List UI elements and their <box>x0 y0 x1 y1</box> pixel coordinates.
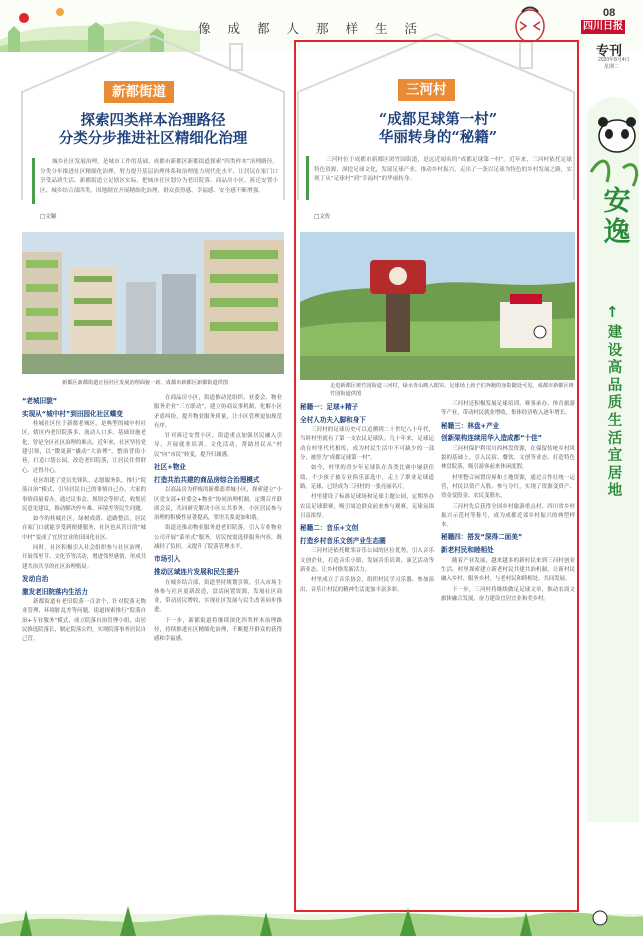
paragraph: 三河村还依托毗邻音乐公园的区位优势，引入音乐文创企业，打造音乐小镇，发展音乐培训、演艺活动等新业态，让乡村焕发新活力。 <box>300 548 434 573</box>
paragraph: 如今的桂城社区，绿树成荫、道路整洁，居民在家门口就能享受到便捷服务，社区也从昔日的“城中村”变成了宜居宜业的田园化社区。 <box>22 516 146 541</box>
subheading: 激发老旧院落内生活力 <box>22 587 88 596</box>
right-lede: 三河村位于成都市新都区斑竹园街道，是远近闻名的“成都足球第一村”。近年来，三河村依托足球特色资源，深挖足球文化，发展足球产业，推动乡村振兴，走出了一条以足球为特色的乡村发展之路，实现了从“足球村”到“幸福村”的华丽转身。 <box>314 157 572 182</box>
left-byline: □文颖 <box>40 214 57 220</box>
paragraph: 三河村的足球历史可以追溯到二十世纪八十年代，当时村里就有了第一支农民足球队。几十年来，足球运动在村里代代相传，成为村民生活中不可缺少的一部分，被誉为“成都足球第一村”。 <box>300 427 434 462</box>
paragraph: 社区组建了党员先锋队、志愿服务队，推行“院落自治”模式，引导居民自己的事情自己办、大家的事情商量着办。通过议事会、坝坝会等形式，收集居民意见建议，推动解决停车难、环境差等民生问题。 <box>22 477 146 512</box>
left-photo-caption: 新都区新都街道正因社区发展治理面貌一新。成都市新都区新都街道供图 <box>62 380 229 386</box>
left-headline-line1: 探索四类样本治理路径 <box>80 112 226 129</box>
paragraph: 以商品房为样板的新都翡翠城小区，探索建立“小区党支部+业委会+物业”协同治理机制，定期召开联席会议，共同研究解决小区公共事务。小区居民参与治理的积极性显著提高，邻里关系更加和谐。 <box>154 487 282 522</box>
subheading: 发动自治 <box>22 574 49 583</box>
subheading: 秘籍四：搭发“深得二面美” <box>441 533 523 542</box>
paragraph: 如今，村里的青少年足球队在各类比赛中屡获佳绩，不少孩子被专业俱乐部选中，走上了职业足球道路。足球，已经成为三河村的一张亮丽名片。 <box>300 465 434 490</box>
paragraph: 村里成立了音乐协会，组织村民学习乐器、参加演出，音乐让村民的精神生活更加丰富多彩。 <box>300 577 434 593</box>
paragraph: 在商品房小区，街道推动党组织、业委会、物业服务企业“三方联动”，建立协商议事机制，化解小区矛盾纠纷，提升物业服务质量，让小区管理更加规范有序。 <box>154 395 282 429</box>
paragraph: 村里整合闲置房屋和土地资源，通过合作社统一运营，村民以资产入股、参与分红，实现了资源变资产、资金变股金、农民变股东。 <box>441 474 575 500</box>
left-photo <box>22 232 284 374</box>
top-slogan: 像成都人那样生活 <box>198 21 435 36</box>
side-slogan: 建设高品质生活宜居地 <box>607 325 623 500</box>
subheading: 秘籍一：足球+精子 <box>300 403 359 411</box>
paragraph: 新都街道有老旧院落一百余个，针对院落无物业管理、环境脏乱差等问题，街道探索推行“院落自治+专业服务”模式，成立院落自治管理小组，由居民推选院落长，制定院落公约，实现院落事务居民自己管。 <box>22 599 146 643</box>
subheading: 打造共治共建的商品房综合治理模式 <box>154 475 260 484</box>
subheading: 打造乡村音乐文创产业生态圈 <box>300 536 386 545</box>
subheading: 新老村民和睦相处 <box>441 546 494 555</box>
right-photo <box>300 232 575 380</box>
subheading: 全村人功夫入脚和身下 <box>300 415 366 424</box>
subheading: 市场引入 <box>154 555 181 564</box>
right-byline: □文佐 <box>314 214 331 220</box>
left-story-tag: 新都街道 <box>104 81 174 103</box>
issue-date: 2020年8月4日 <box>598 57 630 63</box>
up-arrow-icon: ↑ <box>606 303 619 321</box>
right-headline-line2: 华丽转身的“秘籍” <box>378 129 498 146</box>
left-text-column-2 <box>154 394 282 894</box>
bottom-decoration <box>0 900 643 936</box>
paragraph: 同时，社区积极引入社会组织参与社区治理，开展邻里节、文化节等活动，增进邻里感情，形成共建共治共享的社区治理格局。 <box>22 545 146 570</box>
left-lede: 城乡社区发展治理，是城市工作的基础。成都市新都区新都街道探索“四类样本”治理路径，分类分步推进社区精细化治理，努力提升基层治理体系和治理能力现代化水平，让居民在家门口享受品质生活。新都街道立足辖区实际，把城市社区划分为老旧院落、商品房小区、拆迁安置小区、城乡结合部四类，因地制宜开展精细化治理，群众获得感、幸福感、安全感不断增强。 <box>40 159 278 194</box>
page-number: 08 <box>603 7 616 19</box>
paragraph: 随着产业发展，越来越多的新村民来到三河村创业生活。村里探索建立新老村民共建共治机制，让新村民融入乡村、服务乡村，与老村民和睦相处、共同发展。 <box>441 557 575 583</box>
left-headline-line2: 分类分步推进社区精细化治理 <box>58 130 248 147</box>
left-text-column-1 <box>22 394 146 894</box>
paragraph: 下一步，三河村将继续做足足球文章，推动农商文旅体融合发展，奋力建设宜居宜业和美乡村。 <box>441 586 575 602</box>
subheading: 秘籍二：音乐+文创 <box>300 524 359 533</box>
paragraph: 三河村还积极发展足球培训、赛事承办、体育旅游等产业，带动村民就业增收，集体经济收入逐年增长。 <box>441 401 575 417</box>
issue-weekday: 星期二 <box>604 64 620 70</box>
right-col2-content <box>441 400 575 604</box>
paragraph: 桂城社区位于新都老城区，是典型的城中村社区，辖区内老旧院落多、流动人口多、基础设施老化，曾是全区社区治理的难点。近年来，社区坚持党建引领，以“微更新”撬动“大治理”，整治背街小巷，打造口袋公园，改造老旧院落，让居民住得舒心、过得开心。 <box>22 421 146 474</box>
right-text-column-1 <box>300 400 434 908</box>
paragraph: 三河村先后获得全国乡村旅游重点村、四川省乡村振兴示范村等称号，成为成都近郊乡村振兴的典型样本。 <box>441 503 575 529</box>
paragraph: 三河村保护利用川西林盘资源，在保留传统乡村风貌的基础上，引入民宿、餐饮、文创等业态，打造特色林盘院落，吸引游客前来休闲度假。 <box>441 445 575 471</box>
left-col1-content <box>22 397 146 645</box>
right-lede-bar <box>306 156 309 200</box>
left-lede-bar <box>32 158 35 204</box>
paragraph: 村里建设了标准足球场和足球主题公园，定期举办农民足球联赛，吸引周边群众前来参与观赛，足球氛围日益浓厚。 <box>300 494 434 519</box>
right-photo-caption: 走进新都区斑竹园街道三河村，绿水青山映入眼帘，足球场上孩子们奔跑的身影随处可见。成都市新都区斑竹园街道供图 <box>330 383 574 397</box>
right-text-column-2 <box>441 400 575 908</box>
residential-buildings-illustration <box>22 232 284 374</box>
village-landscape-illustration <box>300 232 575 380</box>
right-story-tag: 三河村 <box>398 79 455 101</box>
left-col2-content <box>154 394 282 645</box>
paragraph: 下一步，新都街道将继续深化四类样本治理路径，持续推进社区精细化治理，不断提升群众的获得感和幸福感。 <box>154 617 282 643</box>
paragraph: 街道还推动物业服务进老旧院落，引入专业物业公司开展“菜单式”服务，居民按需选择服务内容，既减轻了负担，又提升了院落管理水平。 <box>154 525 282 551</box>
subheading: “老城旧貌” <box>22 397 58 405</box>
subheading: 秘籍三：林盘+产业 <box>441 421 500 430</box>
section-name: 专刊 <box>596 44 623 59</box>
subheading: 推动区域连片发展和民生提升 <box>154 567 240 576</box>
subheading: 社区+物业 <box>154 463 186 472</box>
side-big-text: 安逸 <box>603 186 631 248</box>
paragraph: 针对拆迁安置小区，街道重点加强居民融入引导，开展就业培训、文化活动，帮助居民从“村民”向“市民”转变，提升归属感。 <box>154 433 282 458</box>
paper-logo: 四川日报 <box>583 21 623 32</box>
subheading: 实现从“城中村”到田园化社区蝶变 <box>22 409 123 418</box>
subheading: 创新架构连续用华入造成都“十佳” <box>441 434 542 443</box>
right-headline-line1: “成都足球第一村” <box>378 111 498 128</box>
paragraph: 在城乡结合部，街道坚持规划引领，引入市场主体参与社区更新改造，盘活闲置资源，发展社区商业，带动居民增收，实现社区发展与民生改善同步推进。 <box>154 579 282 614</box>
right-col1-content <box>300 403 434 595</box>
